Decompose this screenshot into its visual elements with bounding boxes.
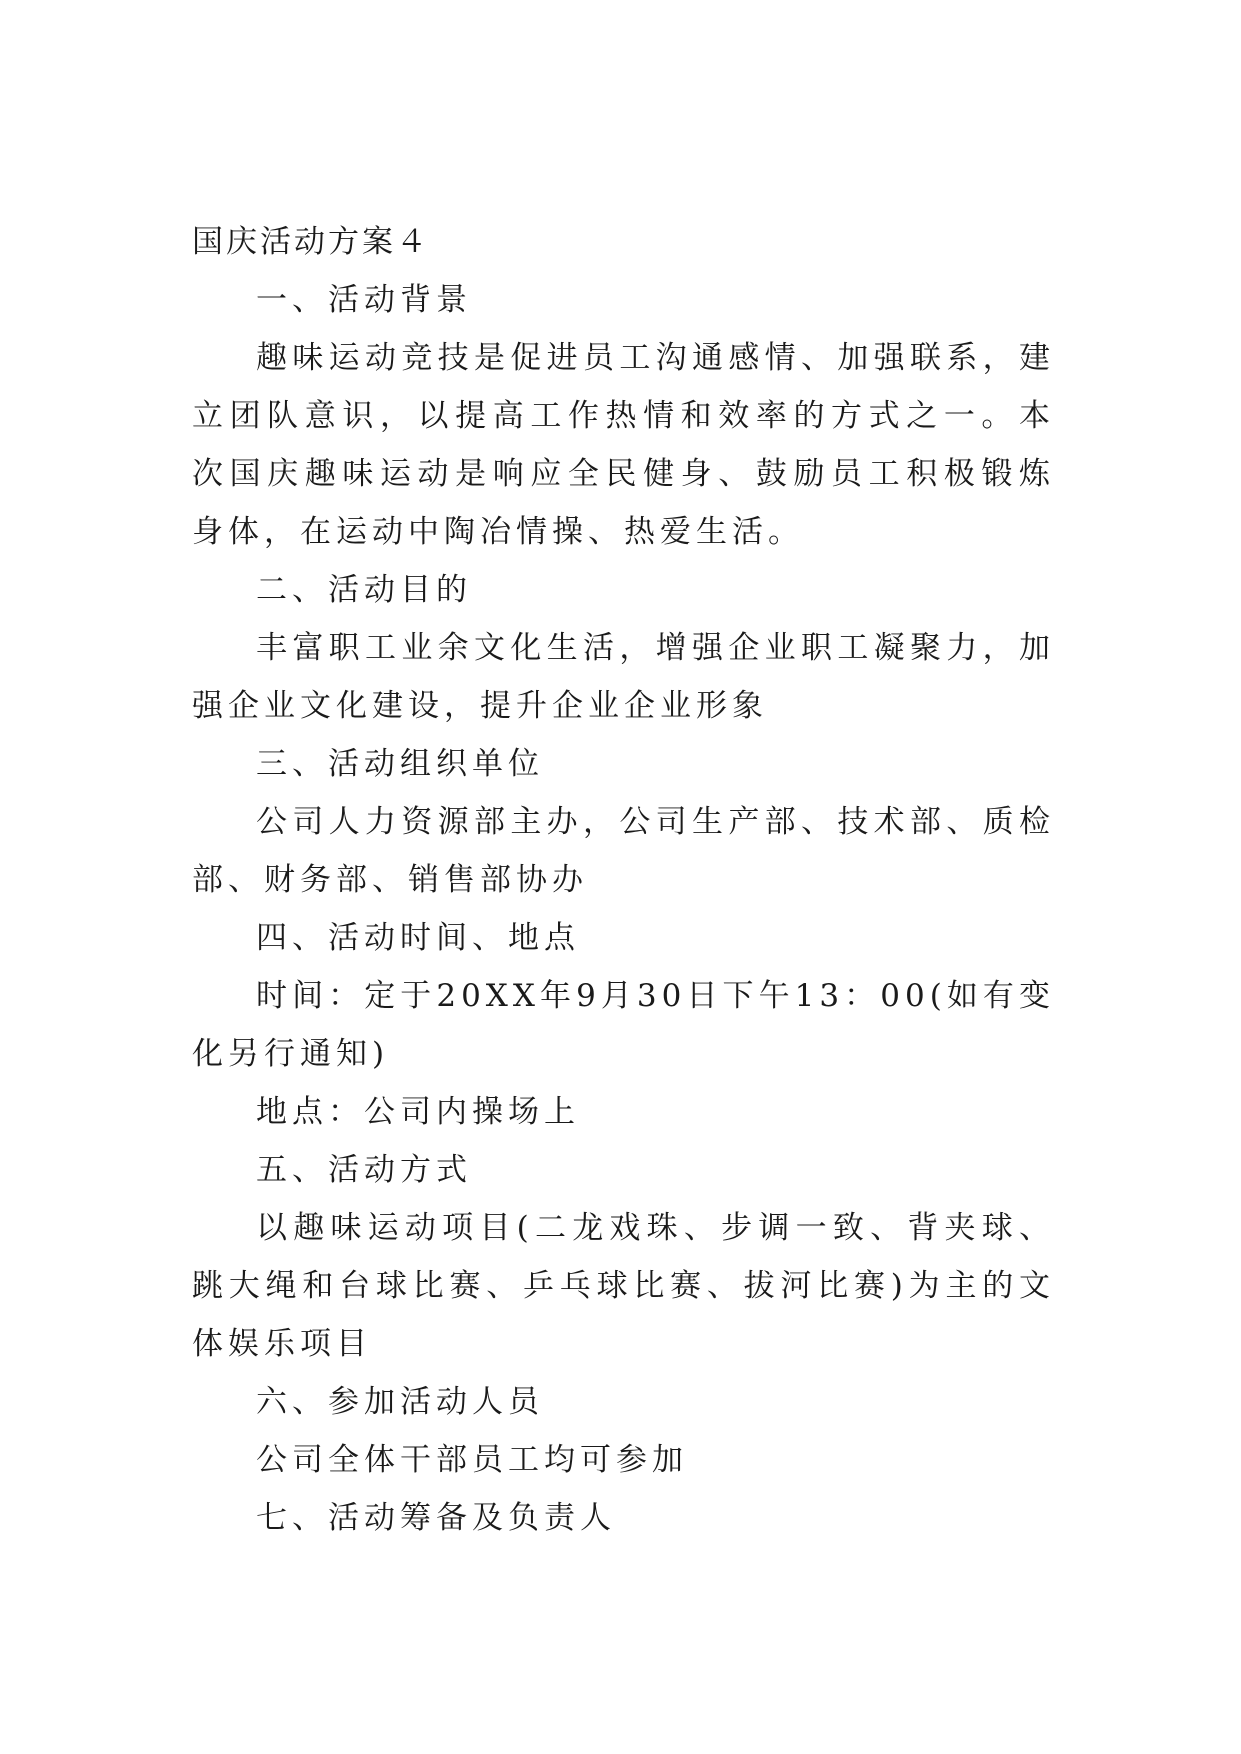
section-body-6: 公司全体干部员工均可参加 [256, 1442, 688, 1478]
section-body-5: 以趣味运动项目(二龙戏珠、步调一致、背夹球、跳大绳和台球比赛、乒乓球比赛、拔河比赛)为主的文体娱乐项目 [192, 1210, 1055, 1362]
section-heading-1: 一、活动背景 [256, 282, 472, 318]
section-body-4-place: 地点：公司内操场上 [256, 1094, 580, 1130]
section-heading-3: 三、活动组织单位 [256, 746, 544, 782]
section-body-4-time: 时间：定于20XX年9月30日下午13：00(如有变化另行通知) [192, 978, 1055, 1072]
section-heading-7: 七、活动筹备及负责人 [256, 1500, 616, 1536]
section-heading-6: 六、参加活动人员 [256, 1384, 544, 1420]
document-title: 国庆活动方案４ [192, 224, 430, 260]
section-heading-4: 四、活动时间、地点 [256, 920, 580, 956]
section-heading-5: 五、活动方式 [256, 1152, 472, 1188]
section-body-2: 丰富职工业余文化生活，增强企业职工凝聚力，加强企业文化建设，提升企业企业形象 [192, 630, 1055, 724]
section-heading-2: 二、活动目的 [256, 572, 472, 608]
document-content [192, 213, 1055, 1547]
section-body-3: 公司人力资源部主办，公司生产部、技术部、质检部、财务部、销售部协办 [192, 804, 1055, 898]
section-body-1: 趣味运动竞技是促进员工沟通感情、加强联系，建立团队意识，以提高工作热情和效率的方式之一。本次国庆趣味运动是响应全民健身、鼓励员工积极锻炼身体，在运动中陶冶情操、热爱生活。 [192, 340, 1055, 550]
